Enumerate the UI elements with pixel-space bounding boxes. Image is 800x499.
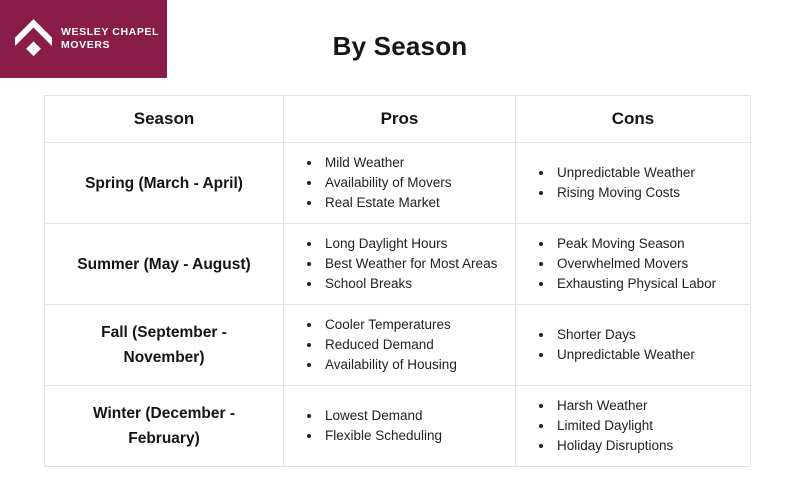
logo-name-line1: WESLEY CHAPEL (61, 26, 160, 38)
list-item: • Shorter Days (554, 325, 742, 345)
list-item: • Real Estate Market (322, 193, 507, 213)
list-item: • Unpredictable Weather (554, 163, 742, 183)
pros-list (300, 315, 507, 375)
list-item: • Mild Weather (322, 153, 507, 173)
pros-cell (284, 386, 516, 467)
table-row (45, 386, 751, 467)
header-cons: Cons (516, 96, 751, 143)
season-cell: Winter (December - February) (45, 386, 284, 467)
list-item: • Limited Daylight (554, 416, 742, 436)
table-row (45, 305, 751, 386)
cons-cell (516, 143, 751, 224)
list-item: • Peak Moving Season (554, 234, 742, 254)
header-row (45, 96, 751, 143)
list-item: • Long Daylight Hours (322, 234, 507, 254)
logo-banner (0, 0, 167, 78)
list-item: • Flexible Scheduling (322, 426, 507, 446)
pros-list (300, 406, 507, 446)
list-item: • Unpredictable Weather (554, 345, 742, 365)
pros-cell (284, 305, 516, 386)
table-row (45, 143, 751, 224)
pros-list (300, 234, 507, 294)
list-item: • Best Weather for Most Areas (322, 254, 507, 274)
cons-cell (516, 305, 751, 386)
logo-text (61, 26, 159, 52)
list-item: • Cooler Temperatures (322, 315, 507, 335)
list-item: • Holiday Disruptions (554, 436, 742, 456)
list-item: • School Breaks (322, 274, 507, 294)
cons-list (532, 234, 742, 294)
season-cell: Fall (September - November) (45, 305, 284, 386)
season-table-body (45, 143, 751, 467)
cons-list (532, 325, 742, 365)
pros-list (300, 153, 507, 213)
logo-name-line2: MOVERS (61, 39, 111, 51)
cons-cell (516, 386, 751, 467)
page-title: By Season (332, 31, 468, 61)
season-cell: Summer (May - August) (45, 224, 284, 305)
cons-list (532, 396, 742, 456)
list-item: • Exhausting Physical Labor (554, 274, 742, 294)
header-season: Season (45, 96, 284, 143)
season-comparison-table (44, 95, 751, 467)
list-item: • Rising Moving Costs (554, 183, 742, 203)
table-row (45, 224, 751, 305)
list-item: • Lowest Demand (322, 406, 507, 426)
list-item: • Availability of Housing (322, 355, 507, 375)
list-item: • Harsh Weather (554, 396, 742, 416)
cons-cell (516, 224, 751, 305)
header-pros: Pros (284, 96, 516, 143)
pros-cell (284, 224, 516, 305)
house-chevron-icon (15, 19, 52, 60)
list-item: • Overwhelmed Movers (554, 254, 742, 274)
list-item: • Reduced Demand (322, 335, 507, 355)
pros-cell (284, 143, 516, 224)
table-header (45, 96, 751, 143)
cons-list (532, 163, 742, 203)
season-cell: Spring (March - April) (45, 143, 284, 224)
list-item: • Availability of Movers (322, 173, 507, 193)
